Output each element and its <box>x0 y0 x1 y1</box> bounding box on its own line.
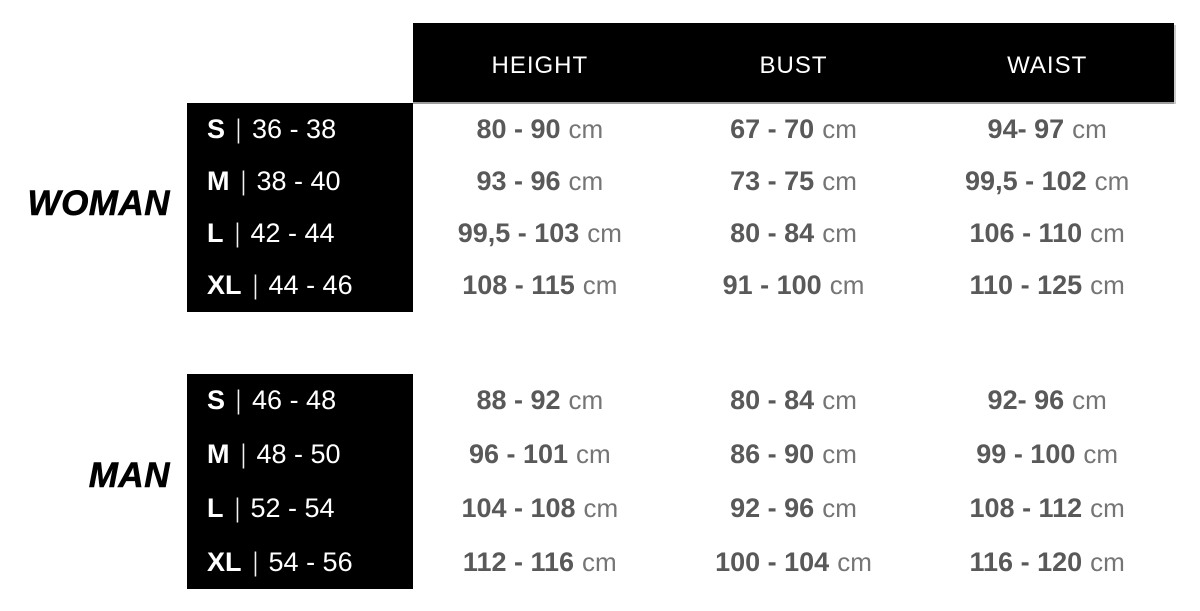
unit-label: cm <box>1090 218 1125 249</box>
unit-label: cm <box>582 270 618 301</box>
size-letter: S <box>207 385 226 416</box>
measurement-cell-man-s-height <box>413 374 667 428</box>
value-range: 96 - 101 <box>468 439 569 470</box>
measurement-cell-man-m-waist <box>920 428 1174 482</box>
size-letter: M <box>207 439 230 470</box>
unit-label: cm <box>583 492 619 523</box>
measurement-cell-woman-s-bust <box>667 103 921 155</box>
measurement-cell-woman-xl-height <box>413 260 667 312</box>
measurement-cell-man-xl-waist <box>920 535 1174 589</box>
value-range: 106 - 110 <box>969 218 1083 249</box>
measurement-cell-woman-m-bust <box>667 155 921 207</box>
value-range: 80 - 84 <box>730 385 815 416</box>
unit-label: cm <box>822 439 857 470</box>
measurement-cell-woman-m-height <box>413 155 667 207</box>
size-range: 38 - 40 <box>256 165 341 196</box>
size-row-woman-m <box>187 155 413 207</box>
unit-label: cm <box>582 546 617 577</box>
value-range: 91 - 100 <box>722 270 822 301</box>
unit-label: cm <box>1094 165 1130 196</box>
unit-label: cm <box>1072 385 1107 416</box>
woman-size-box <box>187 103 413 312</box>
woman-values <box>413 103 1174 312</box>
unit-label: cm <box>576 439 611 470</box>
size-row-man-m <box>187 428 413 482</box>
value-range: 73 - 75 <box>730 165 815 196</box>
value-range: 100 - 104 <box>715 546 830 577</box>
unit-label: cm <box>1090 492 1125 523</box>
size-range: 46 - 48 <box>252 385 337 416</box>
column-header-height: HEIGHT <box>491 51 589 79</box>
size-letter: L <box>207 492 224 523</box>
unit-label: cm <box>822 113 857 144</box>
value-range: 104 - 108 <box>461 492 576 523</box>
unit-label: cm <box>829 270 865 301</box>
value-range: 80 - 84 <box>730 218 815 249</box>
value-range: 112 - 116 <box>462 546 575 577</box>
value-range: 108 - 115 <box>462 270 575 301</box>
size-separator: | <box>236 113 241 144</box>
measurement-cell-woman-xl-bust <box>667 260 921 312</box>
value-range: 108 - 112 <box>969 492 1083 523</box>
value-range: 67 - 70 <box>730 113 815 144</box>
value-range: 99,5 - 102 <box>965 165 1087 196</box>
measurement-cell-woman-l-waist <box>920 208 1174 260</box>
measurement-cell-woman-m-waist <box>920 155 1174 207</box>
value-range: 99 - 100 <box>976 439 1076 470</box>
size-separator: | <box>236 385 241 416</box>
size-row-man-s <box>187 374 413 428</box>
size-range: 52 - 54 <box>250 492 335 523</box>
size-row-man-l <box>187 482 413 536</box>
unit-label: cm <box>568 113 604 144</box>
size-letter: XL <box>207 546 242 577</box>
value-range: 99,5 - 103 <box>457 218 580 249</box>
size-letter: S <box>207 113 226 144</box>
unit-label: cm <box>1090 546 1125 577</box>
value-range: 110 - 125 <box>969 270 1083 301</box>
size-row-woman-xl <box>187 260 413 312</box>
size-range: 54 - 56 <box>268 546 353 577</box>
size-range: 48 - 50 <box>256 439 341 470</box>
size-letter: L <box>207 218 224 249</box>
measurement-cell-woman-s-height <box>413 103 667 155</box>
size-row-woman-s <box>187 103 413 155</box>
size-range: 42 - 44 <box>250 218 335 249</box>
measurement-cell-man-l-bust <box>667 482 921 536</box>
measurement-cell-woman-l-height <box>413 208 667 260</box>
unit-label: cm <box>822 385 857 416</box>
size-letter: M <box>207 165 230 196</box>
size-separator: | <box>240 439 246 470</box>
size-row-woman-l <box>187 208 413 260</box>
column-header-bust: BUST <box>759 51 828 79</box>
man-values <box>413 374 1174 589</box>
unit-label: cm <box>822 218 857 249</box>
unit-label: cm <box>837 546 872 577</box>
unit-label: cm <box>822 492 857 523</box>
man-size-box <box>187 374 413 589</box>
measurement-cell-man-m-bust <box>667 428 921 482</box>
measurement-cell-woman-s-waist <box>920 103 1174 155</box>
unit-label: cm <box>1090 270 1125 301</box>
size-separator: | <box>252 270 258 301</box>
size-letter: XL <box>207 270 242 301</box>
measurement-cell-man-l-waist <box>920 482 1174 536</box>
unit-label: cm <box>568 165 604 196</box>
size-separator: | <box>234 492 240 523</box>
value-range: 92- 96 <box>987 385 1065 416</box>
value-range: 93 - 96 <box>476 165 561 196</box>
measurement-cell-woman-xl-waist <box>920 260 1174 312</box>
unit-label: cm <box>1083 439 1119 470</box>
size-separator: | <box>234 218 240 249</box>
measurement-cell-man-m-height <box>413 428 667 482</box>
section-label-woman: WOMAN <box>27 184 170 223</box>
size-row-man-xl <box>187 535 413 589</box>
section-label-man: MAN <box>88 456 170 495</box>
table-header <box>413 23 1174 102</box>
value-range: 88 - 92 <box>476 385 561 416</box>
measurement-cell-man-l-height <box>413 482 667 536</box>
unit-label: cm <box>822 165 857 196</box>
size-separator: | <box>240 165 246 196</box>
value-range: 80 - 90 <box>476 113 561 144</box>
unit-label: cm <box>1072 113 1107 144</box>
unit-label: cm <box>587 218 622 249</box>
value-range: 92 - 96 <box>730 492 815 523</box>
value-range: 94- 97 <box>987 113 1065 144</box>
measurement-cell-man-xl-bust <box>667 535 921 589</box>
size-range: 36 - 38 <box>252 113 337 144</box>
measurement-cell-man-s-bust <box>667 374 921 428</box>
measurement-cell-man-s-waist <box>920 374 1174 428</box>
size-range: 44 - 46 <box>268 270 353 301</box>
measurement-cell-woman-l-bust <box>667 208 921 260</box>
measurement-cell-man-xl-height <box>413 535 667 589</box>
column-header-waist: WAIST <box>1007 51 1088 79</box>
size-separator: | <box>252 546 258 577</box>
unit-label: cm <box>568 385 604 416</box>
value-range: 86 - 90 <box>730 439 815 470</box>
value-range: 116 - 120 <box>969 546 1083 577</box>
